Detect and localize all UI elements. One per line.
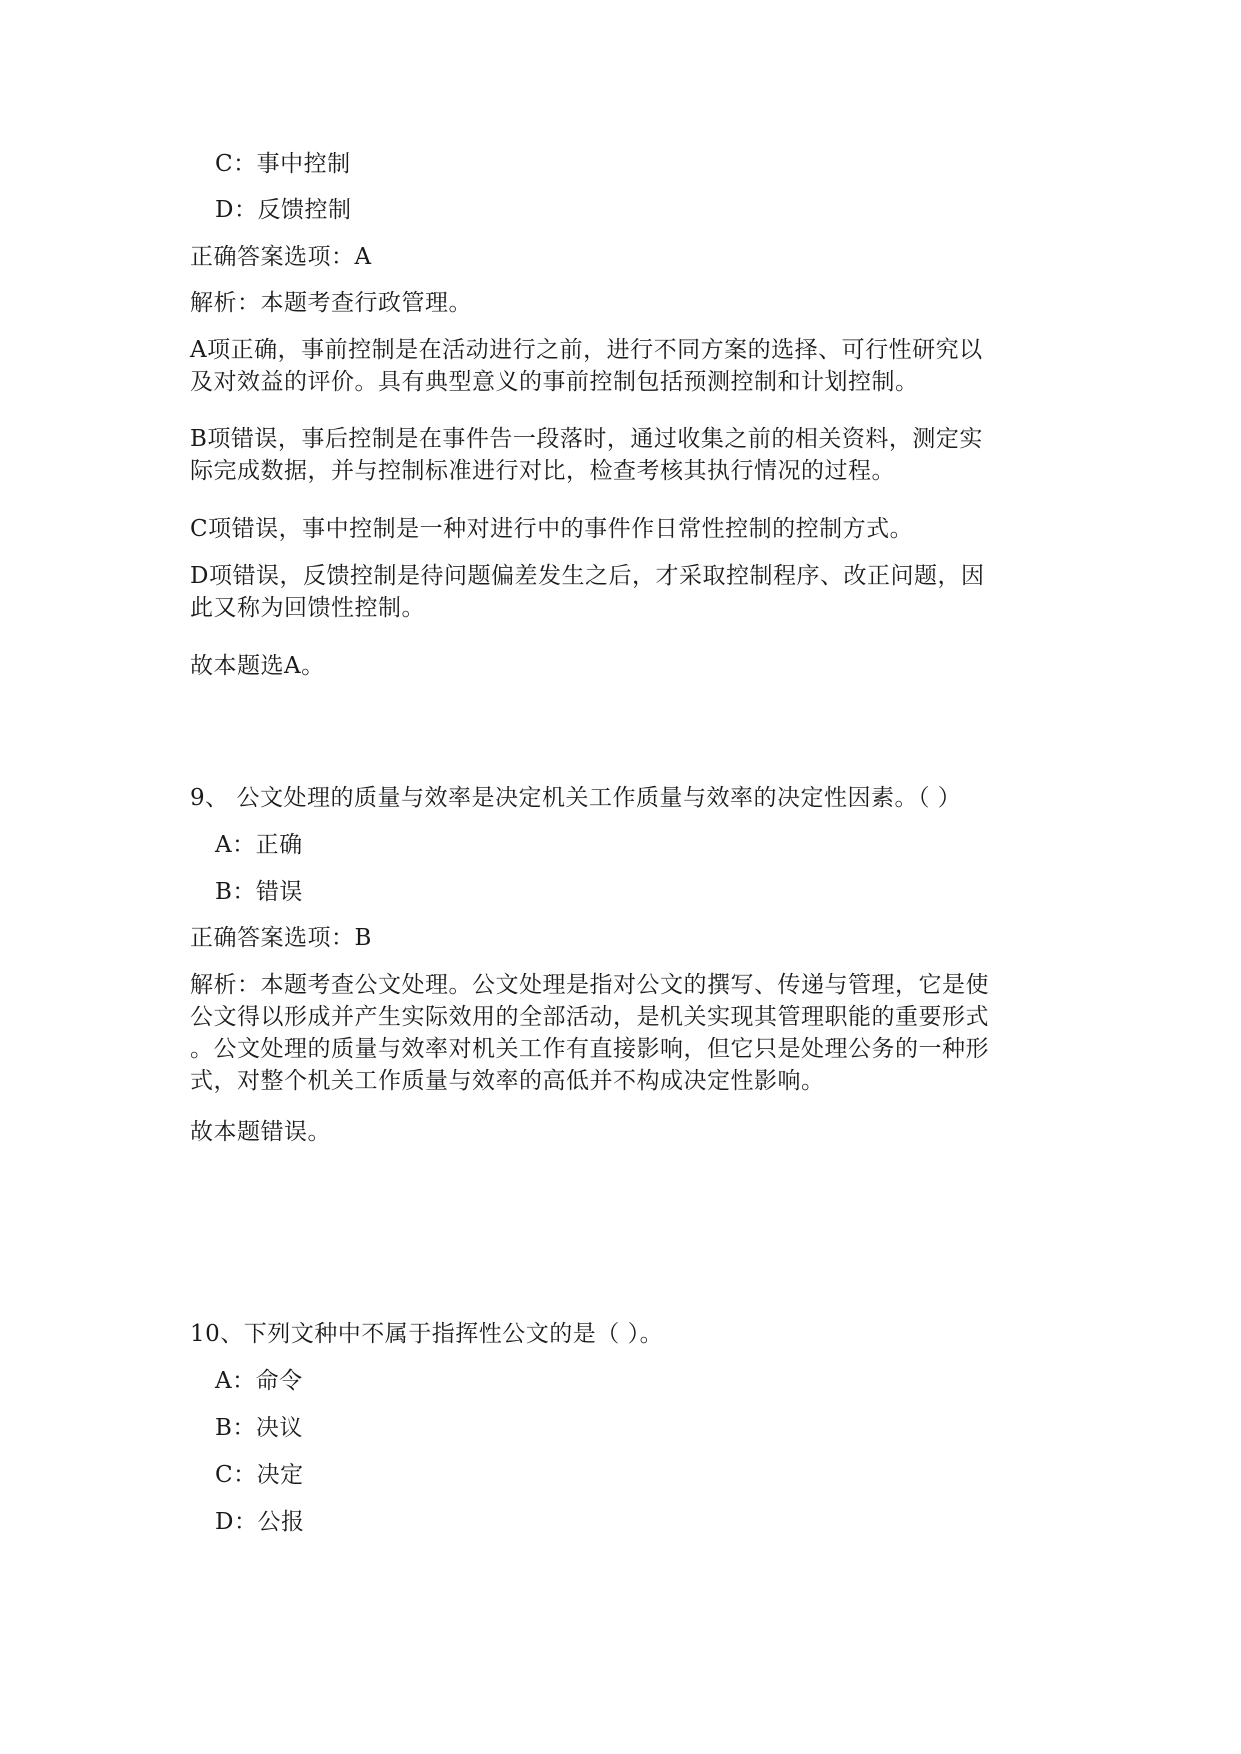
q10-option-d: D：公报 xyxy=(215,1509,305,1535)
q9-option-b: B：错误 xyxy=(215,879,303,905)
q8-analysis-b xyxy=(190,423,1042,487)
text-line: D项错误，反馈控制是待问题偏差发生之后，才采取控制程序、改正问题，因 xyxy=(190,563,985,589)
q8-option-c: C：事中控制 xyxy=(215,151,351,177)
q9-conclusion: 故本题错误。 xyxy=(190,1119,331,1145)
text-line: 公文得以形成并产生实际效用的全部活动，是机关实现其管理职能的重要形式 xyxy=(190,1004,989,1030)
q9-option-a: A：正确 xyxy=(215,832,303,858)
q9-question: 9、 公文处理的质量与效率是决定机关工作质量与效率的决定性因素。（ ） xyxy=(190,785,962,811)
q10-question: 10、下列文种中不属于指挥性公文的是（ ）。 xyxy=(190,1321,664,1347)
q10-option-c: C：决定 xyxy=(215,1462,304,1488)
q9-answer: 正确答案选项：B xyxy=(190,925,372,951)
q8-option-d: D：反馈控制 xyxy=(215,197,352,223)
text-line: 。公文处理的质量与效率对机关工作有直接影响，但它只是处理公务的一种形 xyxy=(190,1036,989,1062)
q8-analysis-c xyxy=(190,513,1042,545)
text-line: A项正确，事前控制是在活动进行之前，进行不同方案的选择、可行性研究以 xyxy=(190,337,983,363)
q8-analysis-d xyxy=(190,560,1042,624)
q9-analysis xyxy=(190,969,1042,1097)
q8-analysis: 解析：本题考查行政管理。 xyxy=(190,290,472,316)
q8-conclusion: 故本题选A。 xyxy=(190,653,325,679)
q10-option-b: B：决议 xyxy=(215,1415,303,1441)
text-line: B项错误，事后控制是在事件告一段落时，通过收集之前的相关资料，测定实 xyxy=(190,426,983,452)
text-line: 此又称为回馈性控制。 xyxy=(190,595,425,621)
text-line: 及对效益的评价。具有典型意义的事前控制包括预测控制和计划控制。 xyxy=(190,369,919,395)
text-line: 式，对整个机关工作质量与效率的高低并不构成决定性影响。 xyxy=(190,1068,825,1094)
q8-analysis-a xyxy=(190,334,1042,398)
q10-option-a: A：命令 xyxy=(215,1368,303,1394)
text-line: 解析：本题考查公文处理。公文处理是指对公文的撰写、传递与管理，它是使 xyxy=(190,972,989,998)
text-line: 际完成数据，并与控制标准进行对比，检查考核其执行情况的过程。 xyxy=(190,458,895,484)
q8-answer: 正确答案选项：A xyxy=(190,244,372,270)
text-line: C项错误，事中控制是一种对进行中的事件作日常性控制的控制方式。 xyxy=(190,516,914,542)
